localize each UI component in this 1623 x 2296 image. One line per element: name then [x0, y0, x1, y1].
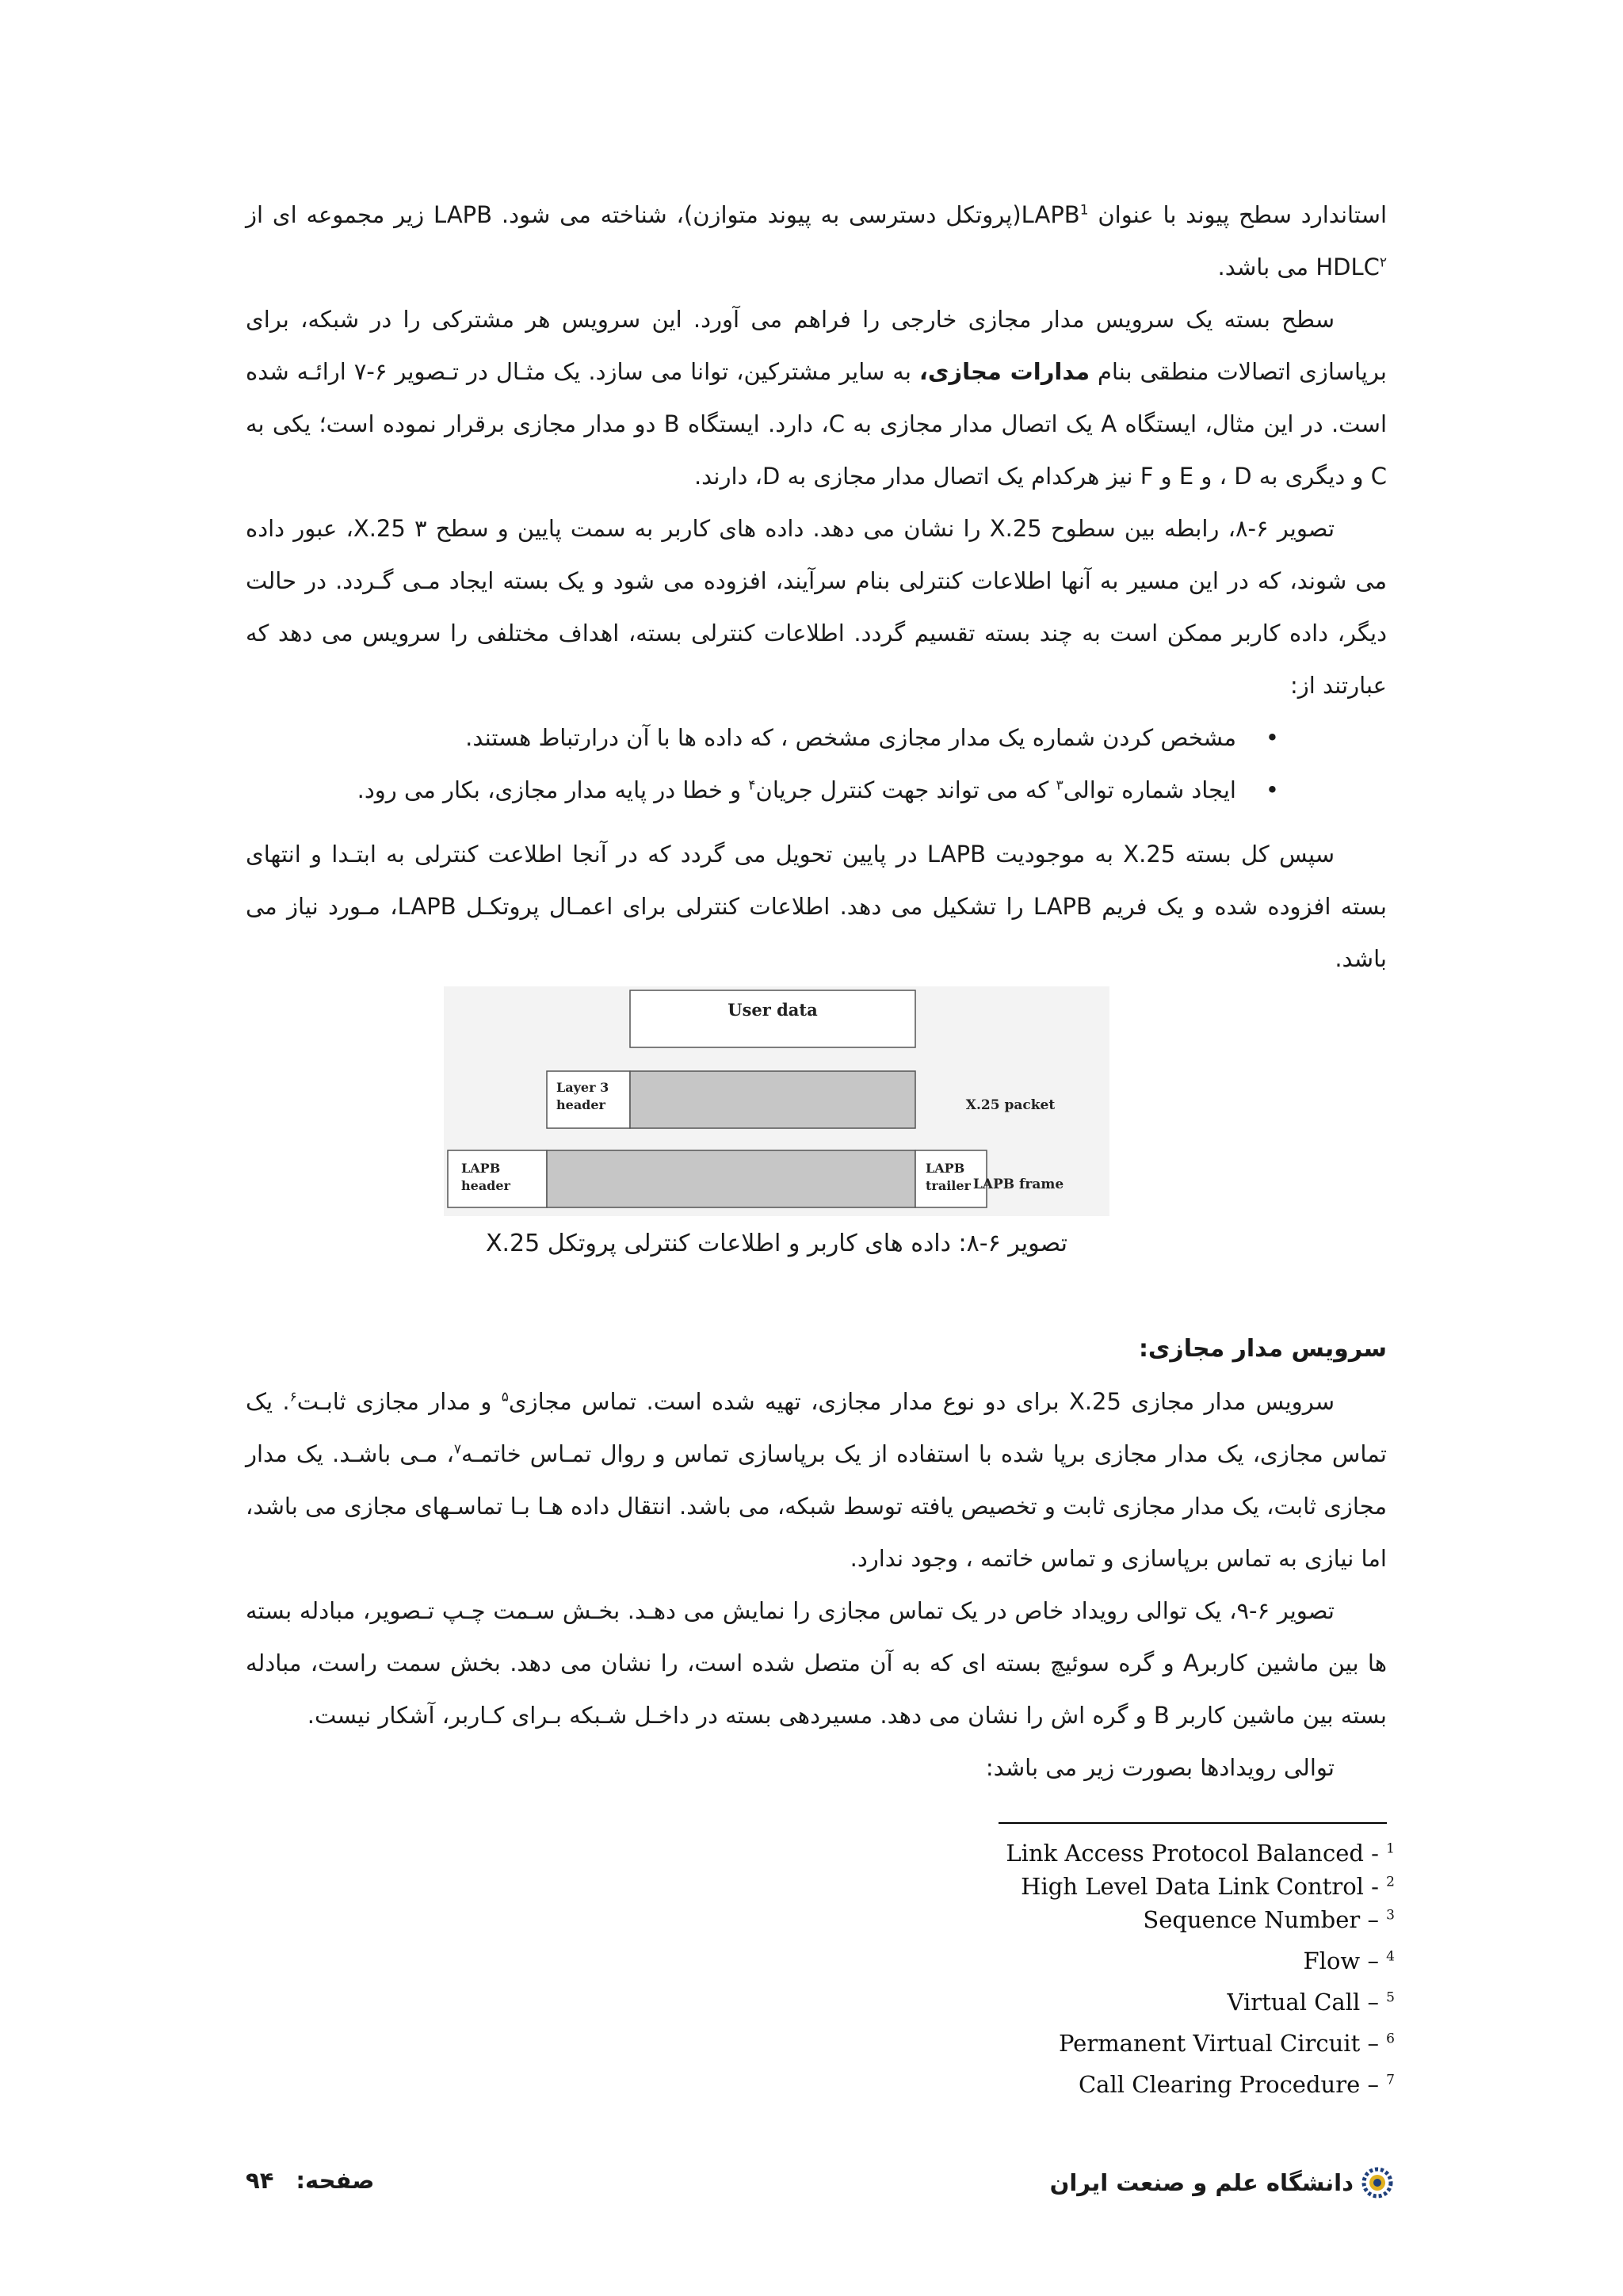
footer-university: [1050, 2167, 1393, 2199]
footnote-2: High Level Data Link Control - $^2$: [1021, 1873, 1395, 1900]
footnote-1: Link Access Protocol Balanced - $^1$: [1006, 1840, 1395, 1867]
footnote-5: Virtual Call – $^5$: [1227, 1989, 1395, 2016]
paragraph-4: سپس کل بسته X.25 به موجودیت LAPB در پایین تحویل می گردد که در آنجا اطلاعت کنترلی به ابتـدا و انتهای بسته افزوده شده و یک فریم LAPB را تشکیل می دهد. اطلاعات کنترلی برای اعمـال پروتکـل LAPB، مـورد نیاز می باشد.: [246, 841, 1387, 972]
figure-caption: تصویر ۶-۸: داده های کاربر و اطلاعات کنترلی پروتکل X.25: [485, 1230, 1068, 1257]
page-label: صفحه:: [296, 2167, 375, 2194]
lapb-frame-data-box: [547, 1150, 915, 1207]
x25-frame-diagram: [444, 986, 1109, 1216]
body-text-upper: [246, 189, 1387, 816]
section-heading: سرویس مدار مجازی:: [1138, 1335, 1387, 1363]
footnote-divider: [999, 1822, 1387, 1824]
layer3-header-label-1: Layer 3: [556, 1080, 609, 1095]
footnote-6: Permanent Virtual Circuit – $^6$: [1058, 2030, 1395, 2057]
paragraph-3: تصویر ۶-۸، رابطه بین سطوح X.25 را نشان می دهد. داده های کاربر به سمت پایین و سطح ۳ X.25، عبور داده می شوند، که در این مسیر به آنها اطلاعات کنترلی بنام سرآیند، افزوده می شود و یک بسته ایجاد مـی گـردد. در حالت دیگر، داده کاربر ممکن است به چند بسته تقسیم گردد. اطلاعات کنترلی بسته، اهداف مختلفی را سرویس می دهد که عبارتند از:: [246, 515, 1387, 699]
page-number: ۹۴: [246, 2167, 274, 2194]
university-name: دانشگاه علم و صنعت ایران: [1049, 2169, 1354, 2196]
footnote-7: Call Clearing Procedure – $^7$: [1078, 2071, 1395, 2098]
footnote-4: Flow – $^4$: [1303, 1947, 1395, 1974]
lapb-frame-label: LAPB frame: [972, 1177, 1064, 1192]
x25-lapb-figure: [444, 986, 1109, 1216]
bullet-item-2: • ایجاد شماره توالی$^۳$ که می تواند جهت کنترل جریان$^۴$ و خطا در پایه مدار مجازی، بکار می رود.: [357, 776, 1279, 803]
paragraph-6: تصویر ۶-۹، یک توالی رویداد خاص در یک تماس مجازی را نمایش می دهـد. بخـش سـمت چـپ تـصویر، مبادله بسته ها بین ماشین کاربرA و گره سوئیچ بسته ای که به آن متصل شده است، را نشان می دهد. بخش سمت راست، مبادله بسته بین ماشین کاربر B و گره اش را نشان می دهد. مسیردهی بسته در داخـل شـبکه بـرای کـاربر، آشکار نیست.: [246, 1597, 1387, 1729]
paragraph-2: سطح بسته یک سرویس مدار مجازی خارجی را فراهم می آورد. این سرویس هر مشترکی را در شبکه، برای برپاسازی اتصالات منطقی بنام مدارات مجازی، به سایر مشترکین، توانا می سازد. یک مثـال در تـصویر ۶-۷ ارائـه شده است. در این مثال، ایستگاه A یک اتصال مدار مجازی به C، دارد. ایستگاه B دو مدار مجازی برقرار نموده است؛ یکی به C و دیگری به D ، و E و F نیز هرکدام یک اتصال مدار مجازی به D، دارند.: [246, 306, 1388, 490]
lapb-header-label-2: header: [461, 1178, 510, 1193]
body-text-paragraph-4: [246, 828, 1387, 985]
university-logo-icon: [1361, 2167, 1393, 2199]
paragraph-7: توالی رویدادها بصورت زیر می باشد:: [985, 1754, 1335, 1781]
lapb-header-label-1: LAPB: [461, 1161, 501, 1176]
bullet-list: [246, 711, 1387, 816]
footer-page: [246, 2167, 374, 2194]
body-text-section: [246, 1323, 1387, 1794]
footnote-3: Sequence Number – $^3$: [1143, 1906, 1395, 1933]
lapb-trailer-label-1: LAPB: [926, 1161, 965, 1176]
x25-packet-label: X.25 packet: [965, 1097, 1056, 1113]
paragraph-5: سرویس مدار مجازی X.25 برای دو نوع مدار مجازی، تهیه شده است. تماس مجازی$^۵$ و مدار مجازی ثابـت$^۶$. یک تماس مجازی، یک مدار مجازی برپا شده با استفاده از یک برپاسازی تماس و روال تمـاس خاتمـه$^۷$، مـی باشـد. یک مدار مجازی ثابت، یک مدار مجازی ثابت و تخصیص یافته توسط شبکه، می باشد. انتقال داده هـا بـا تماسـهای مجازی می باشد، اما نیازی به تماس برپاسازی و تماس خاتمه ، وجود ندارد.: [246, 1388, 1387, 1572]
x25-packet-data-box: [630, 1071, 915, 1128]
user-data-label: User data: [727, 1000, 818, 1020]
paragraph-1: استاندارد سطح پیوند با عنوان LAPB$^1$(پروتکل دسترسی به پیوند متوازن)، شناخته می شود. LAPB زیر مجموعه ای از HDLC$^۲$ می باشد.: [246, 201, 1387, 280]
lapb-trailer-label-2: trailer: [926, 1178, 971, 1193]
bullet-item-1: • مشخص کردن شماره یک مدار مجازی مشخص ، که داده ها با آن درارتباط هستند.: [465, 724, 1279, 751]
layer3-header-label-2: header: [556, 1097, 605, 1112]
